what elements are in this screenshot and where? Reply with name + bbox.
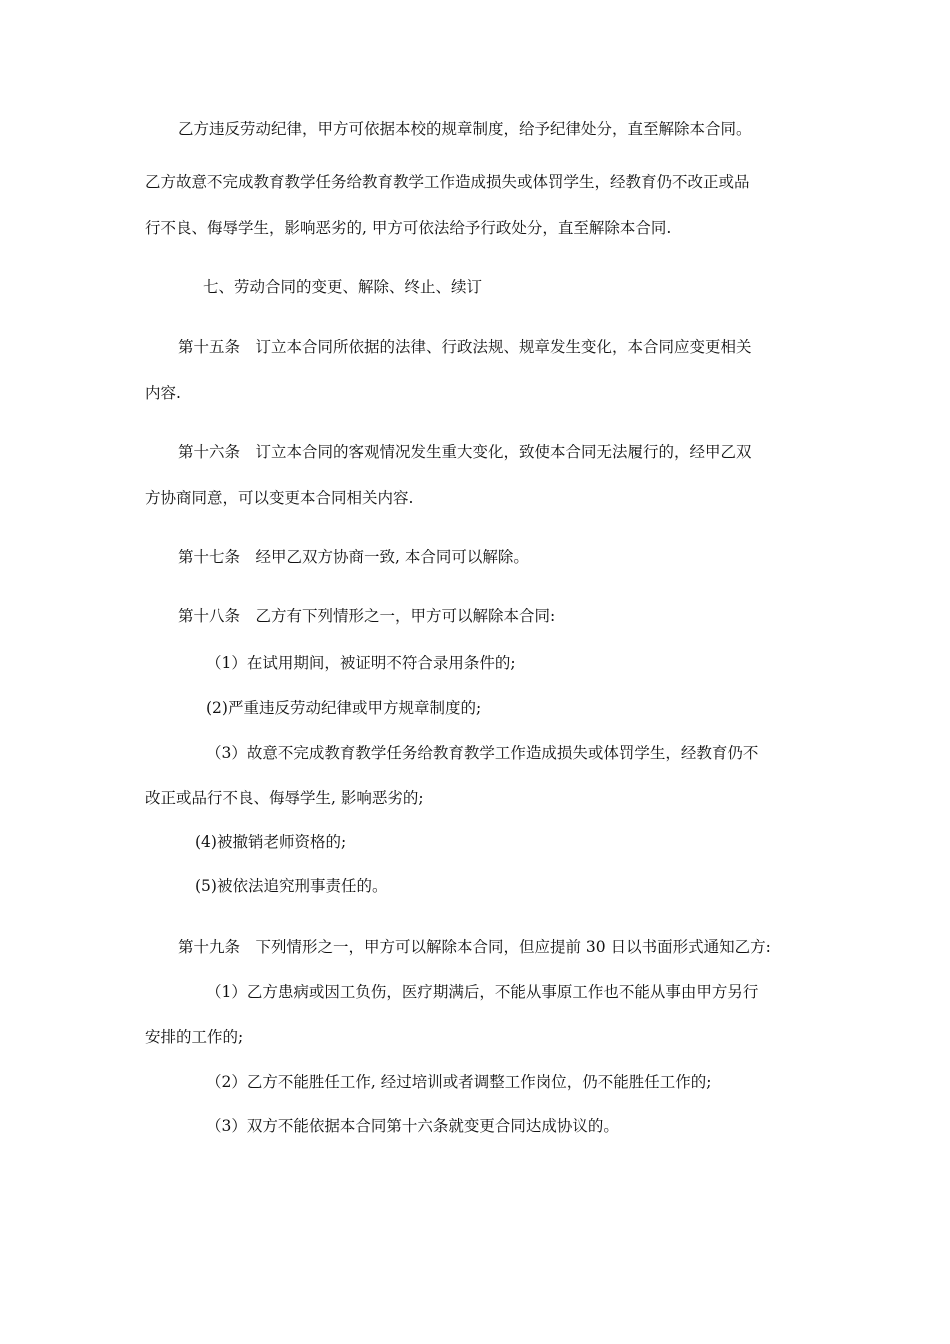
article-19-line: 第十九条 下列情形之一，甲方可以解除本合同，但应提前 30 日以书面形式通知乙方:: [178, 938, 771, 956]
article-18-item: （3）故意不完成教育教学任务给教育教学工作造成损失或体罚学生，经教育仍不: [206, 744, 759, 762]
article-17-line: 第十七条 经甲乙双方协商一致, 本合同可以解除。: [178, 548, 529, 566]
article-18-item: (5)被依法追究刑事责任的。: [195, 877, 388, 895]
paragraph-line: 乙方故意不完成教育教学任务给教育教学工作造成损失或体罚学生，经教育仍不改正或品: [145, 173, 750, 191]
article-19-item: （3）双方不能依据本合同第十六条就变更合同达成协议的。: [206, 1117, 619, 1135]
article-15-line: 内容.: [145, 384, 181, 402]
paragraph-line: 行不良、侮辱学生，影响恶劣的, 甲方可依法给予行政处分，直至解除本合同.: [145, 219, 672, 237]
article-15-line: 第十五条 订立本合同所依据的法律、行政法规、规章发生变化，本合同应变更相关: [178, 338, 752, 356]
article-18-line: 第十八条 乙方有下列情形之一，甲方可以解除本合同:: [178, 607, 556, 625]
section-heading: 七、劳动合同的变更、解除、终止、续订: [203, 278, 483, 296]
paragraph-line: 乙方违反劳动纪律，甲方可依据本校的规章制度，给予纪律处分，直至解除本合同。: [178, 120, 752, 138]
article-16-line: 第十六条 订立本合同的客观情况发生重大变化，致使本合同无法履行的，经甲乙双: [178, 443, 752, 461]
article-18-item: (4)被撤销老师资格的;: [195, 833, 347, 851]
article-18-item: 改正或品行不良、侮辱学生, 影响恶劣的;: [145, 789, 424, 807]
article-16-line: 方协商同意，可以变更本合同相关内容.: [145, 489, 414, 507]
article-18-item: （1）在试用期间，被证明不符合录用条件的;: [206, 654, 516, 672]
article-19-item: 安排的工作的;: [145, 1028, 244, 1046]
article-19-item: （2）乙方不能胜任工作, 经过培训或者调整工作岗位，仍不能胜任工作的;: [206, 1073, 712, 1091]
article-19-item: （1）乙方患病或因工负伤，医疗期满后，不能从事原工作也不能从事由甲方另行: [206, 983, 759, 1001]
article-18-item: (2)严重违反劳动纪律或甲方规章制度的;: [206, 699, 482, 717]
